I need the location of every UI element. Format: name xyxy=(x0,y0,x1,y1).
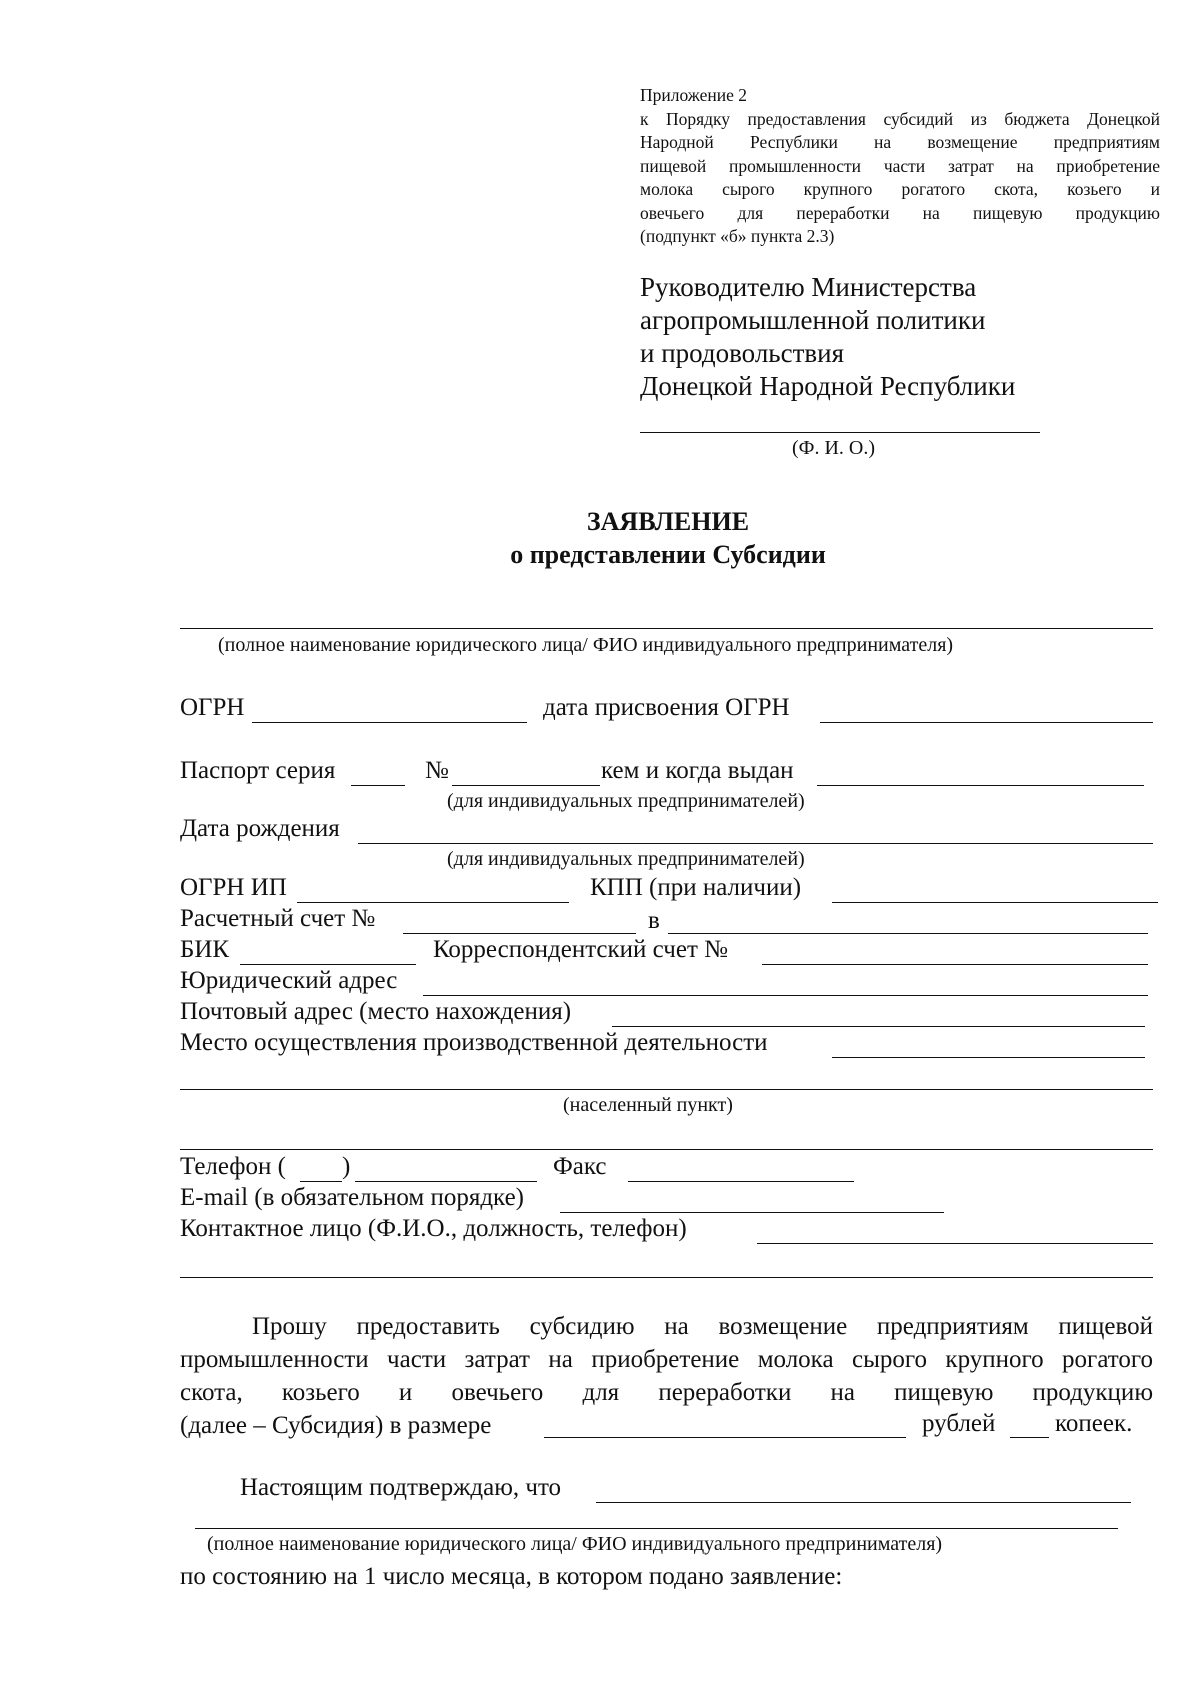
request-line: Прошу предоставить субсидию на возмещение предприятиям пищевой xyxy=(252,1313,1153,1340)
phone-field[interactable] xyxy=(355,1181,537,1182)
kopeks-label: копеек. xyxy=(1055,1410,1133,1437)
activity-place-field[interactable] xyxy=(832,1057,1145,1058)
bik-field[interactable] xyxy=(240,964,416,965)
postal-address-label: Почтовый адрес (место нахождения) xyxy=(180,998,572,1025)
bik-label: БИК xyxy=(180,936,230,963)
passport-series-label: Паспорт серия xyxy=(180,757,336,784)
passport-number-label: № xyxy=(425,757,449,784)
request-amount-prefix: (далее – Субсидия) в размере xyxy=(180,1412,492,1439)
request-line: скота, козьего и овечьего для переработки на пищевую продукцию xyxy=(180,1379,1153,1406)
email-label: E-mail (в обязательном порядке) xyxy=(180,1184,524,1211)
amount-rubles-field[interactable] xyxy=(544,1437,906,1438)
ogrn-label: ОГРН xyxy=(180,694,245,721)
full-name-caption: (полное наименование юридического лица/ ФИО индивидуального предпринимателя) xyxy=(218,634,954,656)
account-field[interactable] xyxy=(403,933,636,934)
phone-label: Телефон ( xyxy=(180,1153,286,1180)
phone-code-field[interactable] xyxy=(300,1181,342,1182)
corr-account-field[interactable] xyxy=(762,964,1148,965)
legal-address-label: Юридический адрес xyxy=(180,967,398,994)
appendix-line: (подпункт «б» пункта 2.3) xyxy=(640,226,835,246)
postal-address-field[interactable] xyxy=(612,1026,1145,1027)
ogrn-ip-label: ОГРН ИП xyxy=(180,874,287,901)
account-label: Расчетный счет № xyxy=(180,905,376,932)
contact-extra-field[interactable] xyxy=(180,1277,1153,1278)
fio-caption: (Ф. И. О.) xyxy=(792,437,876,459)
fax-field[interactable] xyxy=(628,1181,854,1182)
locality-caption: (населенный пункт) xyxy=(563,1094,733,1116)
corr-account-label: Корреспондентский счет № xyxy=(433,936,728,963)
contact-label: Контактное лицо (Ф.И.О., должность, телефон) xyxy=(180,1215,687,1242)
addressee-line: и продовольствия xyxy=(640,338,845,368)
appendix-note xyxy=(640,84,1160,249)
phone-paren-close: ) xyxy=(342,1153,351,1180)
fax-label: Факс xyxy=(553,1153,607,1180)
ogrn-field[interactable] xyxy=(252,722,527,723)
contact-field[interactable] xyxy=(757,1243,1153,1244)
confirmation-field[interactable] xyxy=(596,1502,1131,1503)
appendix-line: к Порядку предоставления субсидий из бюджета Донецкой xyxy=(640,108,1160,129)
ogrn-ip-field[interactable] xyxy=(297,902,569,903)
birth-date-field[interactable] xyxy=(358,843,1153,844)
ip-caption: (для индивидуальных предпринимателей) xyxy=(447,848,805,870)
addressee-fio-field[interactable] xyxy=(640,432,1040,433)
confirmation-caption: (полное наименование юридического лица/ ФИО индивидуального предпринимателя) xyxy=(207,1533,943,1555)
ogrn-date-field[interactable] xyxy=(820,722,1153,723)
activity-place-label: Место осуществления производственной деятельности xyxy=(180,1029,768,1056)
request-line: промышленности части затрат на приобретение молока сырого крупного рогатого xyxy=(180,1346,1153,1373)
document-subtitle: о представлении Субсидии xyxy=(510,540,826,569)
appendix-line: овечьего для переработки на пищевую продукцию xyxy=(640,202,1160,223)
confirmation-state-text: по состоянию на 1 число месяца, в котором подано заявление: xyxy=(180,1563,843,1590)
passport-issued-label: кем и когда выдан xyxy=(601,757,794,784)
appendix-line: Приложение 2 xyxy=(640,85,748,105)
document-title: ЗАЯВЛЕНИЕ xyxy=(586,507,750,536)
appendix-line: Народной Республики на возмещение предприятиям xyxy=(640,132,1160,152)
blank-line-field[interactable] xyxy=(180,1149,1153,1150)
confirmation-name-field[interactable] xyxy=(195,1528,1118,1529)
passport-number-field[interactable] xyxy=(452,785,600,786)
bank-field[interactable] xyxy=(668,933,1148,934)
ip-caption: (для индивидуальных предпринимателей) xyxy=(447,790,805,812)
locality-field[interactable] xyxy=(180,1089,1153,1090)
legal-address-field[interactable] xyxy=(423,995,1148,996)
full-name-field[interactable] xyxy=(180,628,1153,629)
confirmation-label: Настоящим подтверждаю, что xyxy=(240,1474,562,1501)
amount-kopeks-field[interactable] xyxy=(1010,1437,1049,1438)
rubles-label: рублей xyxy=(922,1410,996,1437)
request-paragraph xyxy=(180,1310,1153,1442)
ogrn-date-label: дата присвоения ОГРН xyxy=(543,694,790,721)
passport-issued-field[interactable] xyxy=(817,785,1144,786)
birth-date-label: Дата рождения xyxy=(180,815,340,842)
addressee-line: Руководителю Министерства xyxy=(640,272,977,302)
appendix-line: пищевой промышленности части затрат на приобретение xyxy=(640,155,1160,176)
email-field[interactable] xyxy=(560,1212,944,1213)
kpp-field[interactable] xyxy=(832,902,1158,903)
kpp-label: КПП (при наличии) xyxy=(590,874,802,901)
addressee-block xyxy=(640,271,1015,403)
addressee-line: агропромышленной политики xyxy=(640,305,986,335)
bank-in-label: в xyxy=(648,907,660,934)
appendix-line: молока сырого крупного рогатого скота, козьего и xyxy=(640,179,1160,199)
addressee-line: Донецкой Народной Республики xyxy=(640,371,1016,401)
passport-series-field[interactable] xyxy=(351,785,405,786)
